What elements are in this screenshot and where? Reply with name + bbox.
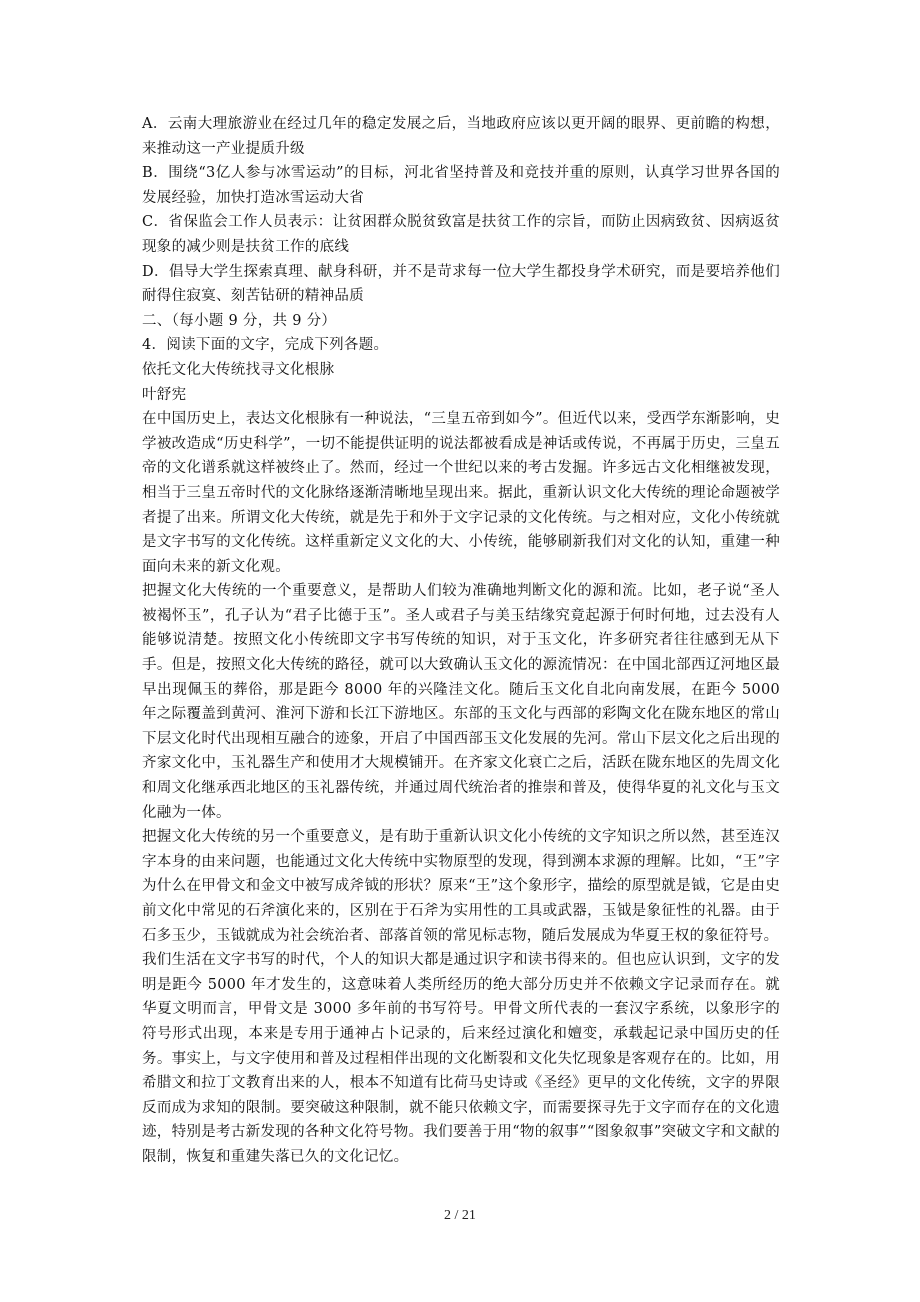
article-author: 叶舒宪 bbox=[142, 386, 187, 403]
option-c: C．省保监会工作人员表示：让贫困群众脱贫致富是扶贫工作的宗旨，而防止因病致贫、因病返贫现象的减少则是扶贫工作的底线 bbox=[142, 214, 780, 255]
option-b: B．围绕“3亿人参与冰雪运动”的目标，河北省坚持普及和竞技并重的原则，认真学习世界各国的发展经验，加快打造冰雪运动大省 bbox=[142, 165, 780, 206]
article-paragraph: 把握文化大传统的另一个重要意义，是有助于重新认识文化小传统的文字知识之所以然，甚至连汉字本身的由来问题，也能通过文化大传统中实物原型的发现，得到溯本求源的理解。比如，“王”字为什么在甲骨文和金文中被写成斧钺的形状？原来“王”这个象形字，描绘的原型就是钺，它是由史前文化中常见的石斧演化来的，区别在于石斧为实用性的工具或武器，玉钺是象征性的礼器。由于石多玉少，玉钺就成为社会统治者、部落首领的常见标志物，随后发展成为华夏王权的象征符号。 bbox=[142, 829, 780, 944]
article-paragraph: 把握文化大传统的一个重要意义，是帮助人们较为准确地判断文化的源和流。比如，老子说“圣人被褐怀玉”，孔子认为“君子比德于玉”。圣人或君子与美玉结缘究竟起源于何时何地，过去没有人能够说清楚。按照文化小传统即文字书写传统的知识，对于玉文化，许多研究者往往感到无从下手。但是，按照文化大传统的路径，就可以大致确认玉文化的源流情况：在中国北部西辽河地区最早出现佩玉的葬俗，那是距今 8000 年的兴隆洼文化。随后玉文化自北向南发展，在距今 5000 年之际覆盖到黄河、淮河下游和长江下游地区。东部的玉文化与西部的彩陶文化在陇东地区的常山下层文化时代出现相互融合的迹象，开启了中国西部玉文化发展的先河。常山下层文化之后出现的齐家文化中，玉礼器生产和使用才大规模铺开。在齐家文化衰亡之后，活跃在陇东地区的先周文化和周文化继承西北地区的玉礼器传统，并通过周代统治者的推崇和普及，使得华夏的礼文化与玉文化融为一体。 bbox=[142, 583, 780, 821]
document-body bbox=[142, 112, 780, 1170]
option-d: D．倡导大学生探索真理、献身科研，并不是苛求每一位大学生都投身学术研究，而是要培养他们耐得住寂寞、刻苦钻研的精神品质 bbox=[142, 263, 780, 305]
page-number: 2 / 21 bbox=[444, 1208, 476, 1223]
article-paragraph: 我们生活在文字书写的时代，个人的知识大都是通过识字和读书得来的。但也应认识到，文字的发明是距今 5000 年才发生的，这意味着人类所经历的绝大部分历史并不依赖文字记录而存在。就华夏文明而言，甲骨文是 3000 多年前的书写符号。甲骨文所代表的一套汉字系统，以象形字的符号形式出现，本来是专用于通神占卜记录的，后来经过演化和嬗变，承载起记录中国历史的任务。事实上，与文字使用和普及过程相伴出现的文化断裂和文化失忆现象是客观存在的。比如，用希腊文和拉丁文教育出来的人，根本不知道有比荷马史诗或《圣经》更早的文化传统，文字的界限反而成为求知的限制。要突破这种限制，就不能只依赖文字，而需要探寻先于文字而存在的文化遗迹，特别是考古新发现的各种文化符号物。我们要善于用“物的叙事”“图象叙事”突破文字和文献的限制，恢复和重建失落已久的文化记忆。 bbox=[142, 952, 780, 1165]
article-paragraph: 在中国历史上，表达文化根脉有一种说法，“三皇五帝到如今”。但近代以来，受西学东渐影响，史学被改造成“历史科学”，一切不能提供证明的说法都被看成是神话或传说，不再属于历史，三皇五帝的文化谱系就这样被终止了。然而，经过一个世纪以来的考古发掘。许多远古文化相继被发现，相当于三皇五帝时代的文化脉络逐渐清晰地呈现出来。据此，重新认识文化大传统的理论命题被学者提了出来。所谓文化大传统，就是先于和外于文字记录的文化传统。与之相对应，文化小传统就是文字书写的文化传统。这样重新定义文化的大、小传统，能够刷新我们对文化的认知，重建一种面向未来的新文化观。 bbox=[142, 411, 780, 575]
question-line: 4．阅读下面的文字，完成下列各题。 bbox=[142, 337, 389, 354]
article-title: 依托文化大传统找寻文化根脉 bbox=[142, 361, 335, 378]
option-a: A．云南大理旅游业在经过几年的稳定发展之后，当地政府应该以更开阔的眼界、更前瞻的构想，来推动这一产业提质升级 bbox=[142, 116, 780, 157]
section-header: 二、（每小题 9 分，共 9 分） bbox=[142, 312, 337, 329]
